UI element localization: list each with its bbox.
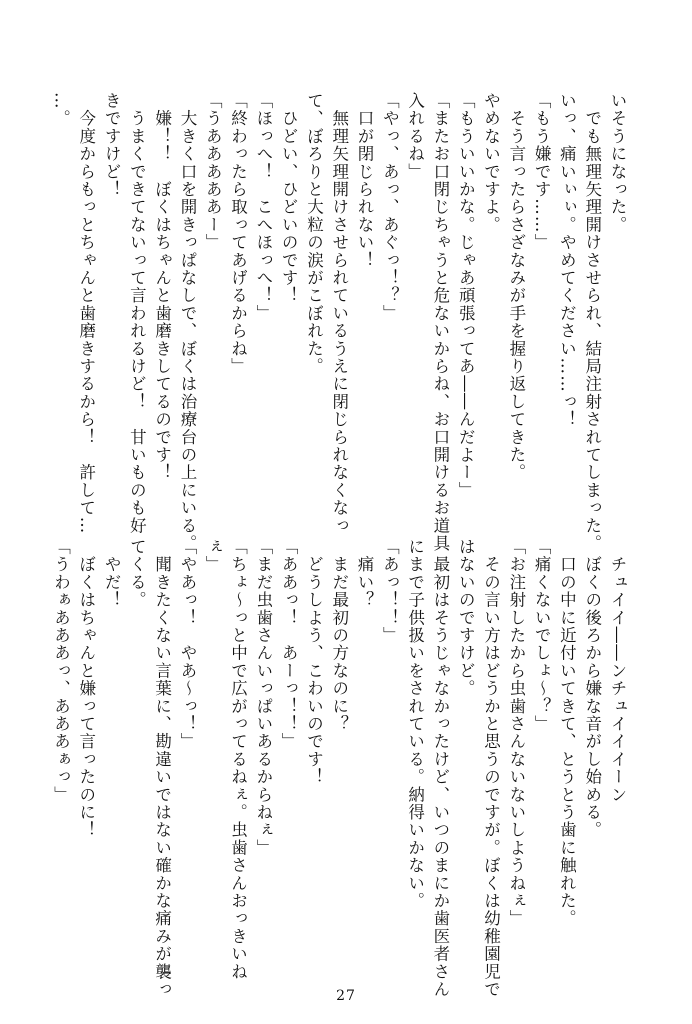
text-line: 「まだ虫歯さんいっぱいあるからねぇ」	[253, 538, 273, 857]
text-line: まだ最初の方なのに？	[329, 538, 349, 733]
text-line: てくる。	[127, 538, 147, 609]
text-line: にまで子供扱いをされている。納得いかない。	[405, 538, 425, 910]
text-line: どうしよう、こわいのです！	[304, 538, 324, 786]
text-line: 最初はそうじゃなかったけど、いつのまにか歯医者さん	[430, 538, 450, 999]
text-line: 今度からもっとちゃんと歯磨きするから！ 許して…	[76, 92, 96, 535]
text-line: 「終わったら取ってあげるからね」	[228, 92, 248, 376]
text-line: 「もういいかな。じゃあ頑張ってあ――んだよー」	[456, 92, 476, 500]
text-line: 「うわぁあああっ、あああぁっ」	[51, 538, 71, 804]
text-line: いっ、痛いぃぃ。やめてください……っ！	[557, 92, 577, 429]
text-line: 嫌！！ ぼくはちゃんと歯磨きしてるのです！	[152, 92, 172, 482]
text-line: 「やあっ！ やあ～っ！」	[177, 538, 197, 751]
text-line: うまくできてないって言われるけど！ 甘いものも好	[127, 92, 147, 535]
text-line: 「ああっ！ あーっ！！」	[279, 538, 299, 751]
text-line: 口が閉じられない！	[355, 92, 375, 269]
text-line: そう言ったらさざなみが手を握り返してきた。	[506, 92, 526, 482]
text-line: 「またお口閉じちゃうと危ないからね、お口開けるお道具	[430, 92, 450, 553]
text-line: 「ほっへ！ こへほっへ！」	[253, 92, 273, 323]
text-line: きですけど！	[102, 92, 122, 199]
text-line: 「もう嫌です……」	[532, 92, 552, 252]
text-line: 「お注射したから虫歯さんないないしようねぇ」	[506, 538, 526, 928]
text-line: 「ちょ～っと中で広がってるねぇ。虫歯さんおっきいね	[228, 538, 248, 981]
upper-text-block	[51, 92, 630, 553]
text-line: 「あっ！！」	[380, 538, 400, 645]
page-number: 27	[336, 988, 356, 1004]
text-line: ぇ」	[203, 538, 223, 574]
text-line: 口の中に近付いてきて、とうとう歯に触れた。	[557, 538, 577, 928]
text-line: ぼくはちゃんと嫌って言ったのに！	[76, 538, 96, 839]
text-line: 聞きたくない言葉に、勘違いではない確かな痛みが襲っ	[152, 538, 172, 999]
text-line: …。	[51, 92, 71, 128]
text-line: やめないですよ。	[481, 92, 501, 234]
text-line: 入れるね」	[405, 92, 425, 181]
text-line: 「うあああああー」	[203, 92, 223, 252]
text-line: 「やっ、あっ、あぐっ！？」	[380, 92, 400, 323]
text-line: て、ぼろりと大粒の涙がこぼれた。	[304, 92, 324, 376]
text-line: 痛い？	[355, 538, 375, 609]
text-line: 大きく口を開きっぱなしで、ぼくは治療台の上にいる。	[177, 92, 197, 553]
text-line: 無理矢理開けさせられているうえに閉じられなくなっ	[329, 92, 349, 535]
text-line: チュイイ――ンチュイイイーン	[608, 538, 627, 804]
text-line: ぼくの後ろから嫌な音がし始める。	[582, 538, 602, 839]
text-line: 「痛くないでしょ～？」	[532, 538, 552, 733]
text-line: やだ！	[102, 538, 122, 609]
text-line: ひどい、ひどいのです！	[279, 92, 299, 305]
text-line: いそうになった。	[608, 92, 627, 234]
text-line: その言い方はどうかと思うのですが。ぼくは幼稚園児で	[481, 538, 501, 999]
text-line: でも無理矢理開けさせられ、結局注射されてしまった。	[582, 92, 602, 553]
text-line: はないのですけど。	[456, 538, 476, 698]
